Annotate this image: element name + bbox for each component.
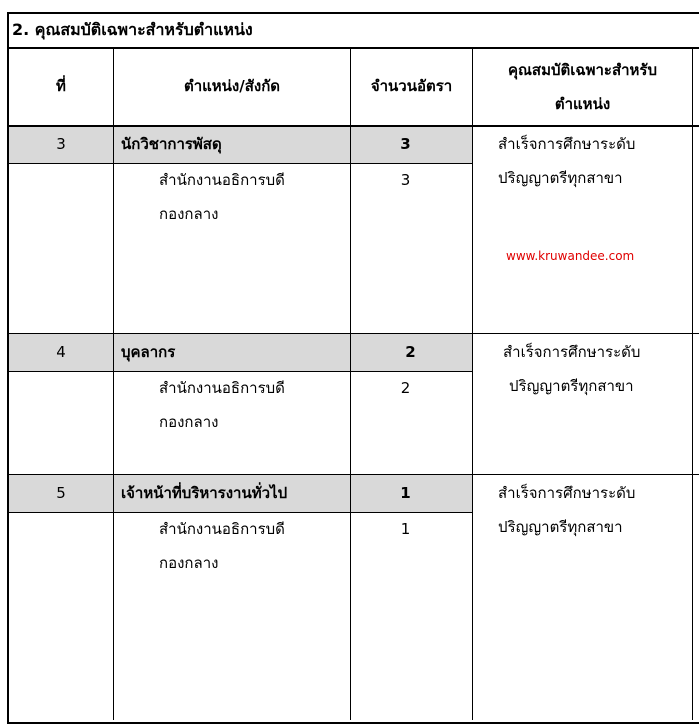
row-5-no: 5 [56, 484, 66, 502]
row-3-count: 3 [400, 135, 411, 153]
row-5-qual-line1: สำเร็จการศึกษาระดับ [498, 484, 636, 502]
col-divider-4 [692, 48, 693, 720]
row-5-unit-line1: สำนักงานอธิการบดี [159, 520, 285, 538]
watermark-text: www.kruwandee.com [506, 249, 635, 263]
row-4-unit-line2: กองกลาง [159, 413, 219, 431]
row-4-unit-count: 2 [400, 379, 411, 397]
row-5-unit-count: 1 [400, 520, 411, 538]
header-count: จำนวนอัตรา [370, 77, 453, 95]
row-4-qual-line1: สำเร็จการศึกษาระดับ [503, 343, 641, 361]
row-3-unit-line1: สำนักงานอธิการบดี [159, 171, 285, 189]
row-5-count: 1 [400, 484, 411, 502]
row-4-count: 2 [405, 343, 416, 361]
row-3-qual-line2: ปริญญาตรีทุกสาขา [498, 169, 623, 187]
row-5-qual-line2: ปริญญาตรีทุกสาขา [498, 518, 623, 536]
row-4-no: 4 [56, 343, 66, 361]
row-3-unit-count: 3 [400, 171, 411, 189]
row-3-qual-line1: สำเร็จการศึกษาระดับ [498, 135, 636, 153]
header-position: ตำแหน่ง/สังกัด [183, 77, 281, 95]
col-divider-1 [113, 48, 114, 720]
header-qual-line2: ตำแหน่ง [554, 95, 611, 113]
title-divider [7, 47, 699, 49]
header-no: ที่ [56, 77, 66, 95]
col-divider-3 [472, 48, 473, 720]
header-qual-line1: คุณสมบัติเฉพาะสำหรับ [507, 61, 657, 79]
row-3-unit-line2: กองกลาง [159, 205, 219, 223]
row-4-title: บุคลากร [121, 343, 176, 361]
row-4-qual-line2: ปริญญาตรีทุกสาขา [509, 377, 634, 395]
row-4-unit-line1: สำนักงานอธิการบดี [159, 379, 285, 397]
row-3-title: นักวิชาการพัสดุ [121, 135, 222, 153]
row-5-title: เจ้าหน้าที่บริหารงานทั่วไป [121, 484, 288, 502]
row-5-unit-line2: กองกลาง [159, 554, 219, 572]
section-title: 2. คุณสมบัติเฉพาะสำหรับตำแหน่ง [12, 20, 253, 39]
row-3-no: 3 [56, 135, 66, 153]
